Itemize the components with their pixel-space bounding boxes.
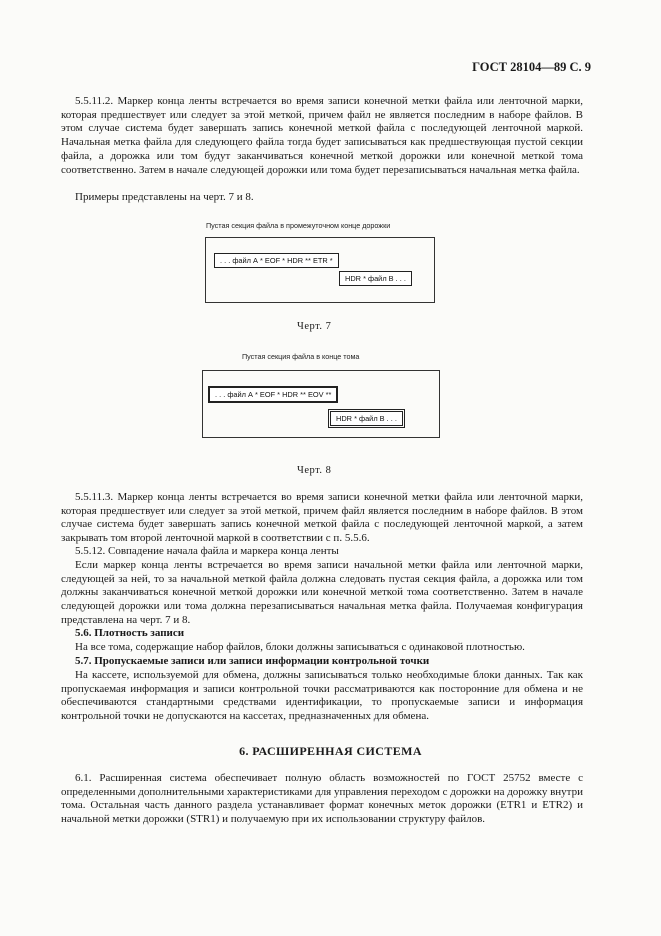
figure-8-file-b-label: HDR * файл В . . . xyxy=(330,411,403,426)
paragraph-5-5-11-3: 5.5.11.3. Маркер конца ленты встречается во время записи конечной метки файла или ленточной марки, которая предшествует или следует за этой меткой, причем файл является последним в наборе файлов. В этом случае система будет завершать запись конечной меткой файла с последующей ленточной маркой, а затем закрывать том второй ленточной маркой в соответствии с п. 5.5.6. xyxy=(61,491,583,545)
figure-8-caption: Черт. 8 xyxy=(297,465,332,476)
figure-7-file-a-label: . . . файл А * EOF * HDR ** ETR * xyxy=(214,253,339,268)
paragraph-5-7-body: На кассете, используемой для обмена, должны записываться только необходимые блоки данных. Так как пропускаемая информация и записи контрольной точки рассматриваются как посторонние для обмена и не обеспечиваются стандартными средствами идентификации, то пропускаемые записи и информация контрольной точки не допускаются на кассетах, предназначенных для обмена. xyxy=(61,669,583,723)
figure-7-caption: Черт. 7 xyxy=(297,321,332,332)
figure-7-frame xyxy=(205,237,435,303)
paragraph-examples: Примеры представлены на черт. 7 и 8. xyxy=(75,191,254,203)
figure-8-frame xyxy=(202,370,440,438)
figure-8-title: Пустая секция файла в конце тома xyxy=(242,352,360,361)
page-header: ГОСТ 28104—89 С. 9 xyxy=(472,60,591,74)
figure-7-title: Пустая секция файла в промежуточном конце дорожки xyxy=(206,221,391,230)
paragraph-5-5-12-body: Если маркер конца ленты встречается во время записи начальной метки файла или ленточной марки, следующей за ней, то за начальной меткой файла должна следовать пустая секция файла, а дорожка или том должны заканчиваться конечной меткой дорожки или конечной меткой тома соответственно. Затем в начале следующей дорожки или тома должна перезаписываться начальная метка файла. Получаемая конфигурация представлена на черт. 7 и 8. xyxy=(61,559,583,626)
section-6-heading: 6. РАСШИРЕННАЯ СИСТЕМА xyxy=(239,744,422,758)
heading-5-7 xyxy=(61,655,583,669)
figure-8-file-a-label: . . . файл А * EOF * HDR ** EOV ** xyxy=(208,386,338,403)
paragraph-5-5-11-2: 5.5.11.2. Маркер конца ленты встречается во время записи конечной метки файла или ленточной марки, которая предшествует или следует за этой меткой, причем файл не является последним в наборе файлов. В этом случае система будет завершать запись конечной меткой файла с последующей ленточной маркой. Начальная метка файла для следующего файла тогда будет записываться как предшествующая пустой секции файла, а дорожка или том будут заканчиваться конечной меткой дорожки или конечной меткой тома соответственно. Затем в начале следующей дорожки или тома будет перезаписываться начальная метка файла. xyxy=(61,95,583,176)
heading-5-7-text: 5.7. Пропускаемые записи или записи информации контрольной точки xyxy=(75,655,430,667)
paragraph-6-1: 6.1. Расширенная система обеспечивает полную область возможностей по ГОСТ 25752 вместе с определенными дополнительными характеристиками для управления переходом с дорожки на дорожку внутри тома. Остальная часть данного раздела устанавливает формат конечных меток дорожки (ETR1 и ETR2) и начальной метки дорожки (STR1) и получаемую при их использовании структуру файлов. xyxy=(61,772,583,826)
heading-5-6-text: 5.6. Плотность записи xyxy=(75,627,185,639)
paragraph-5-6-body: На все тома, содержащие набор файлов, блоки должны записываться с одинаковой плотностью. xyxy=(75,641,525,653)
figure-7-file-b-label: HDR * файл В . . . xyxy=(339,271,412,286)
heading-5-6 xyxy=(61,627,583,641)
paragraph-5-5-12-heading: 5.5.12. Совпадение начала файла и маркера конца ленты xyxy=(75,545,339,557)
